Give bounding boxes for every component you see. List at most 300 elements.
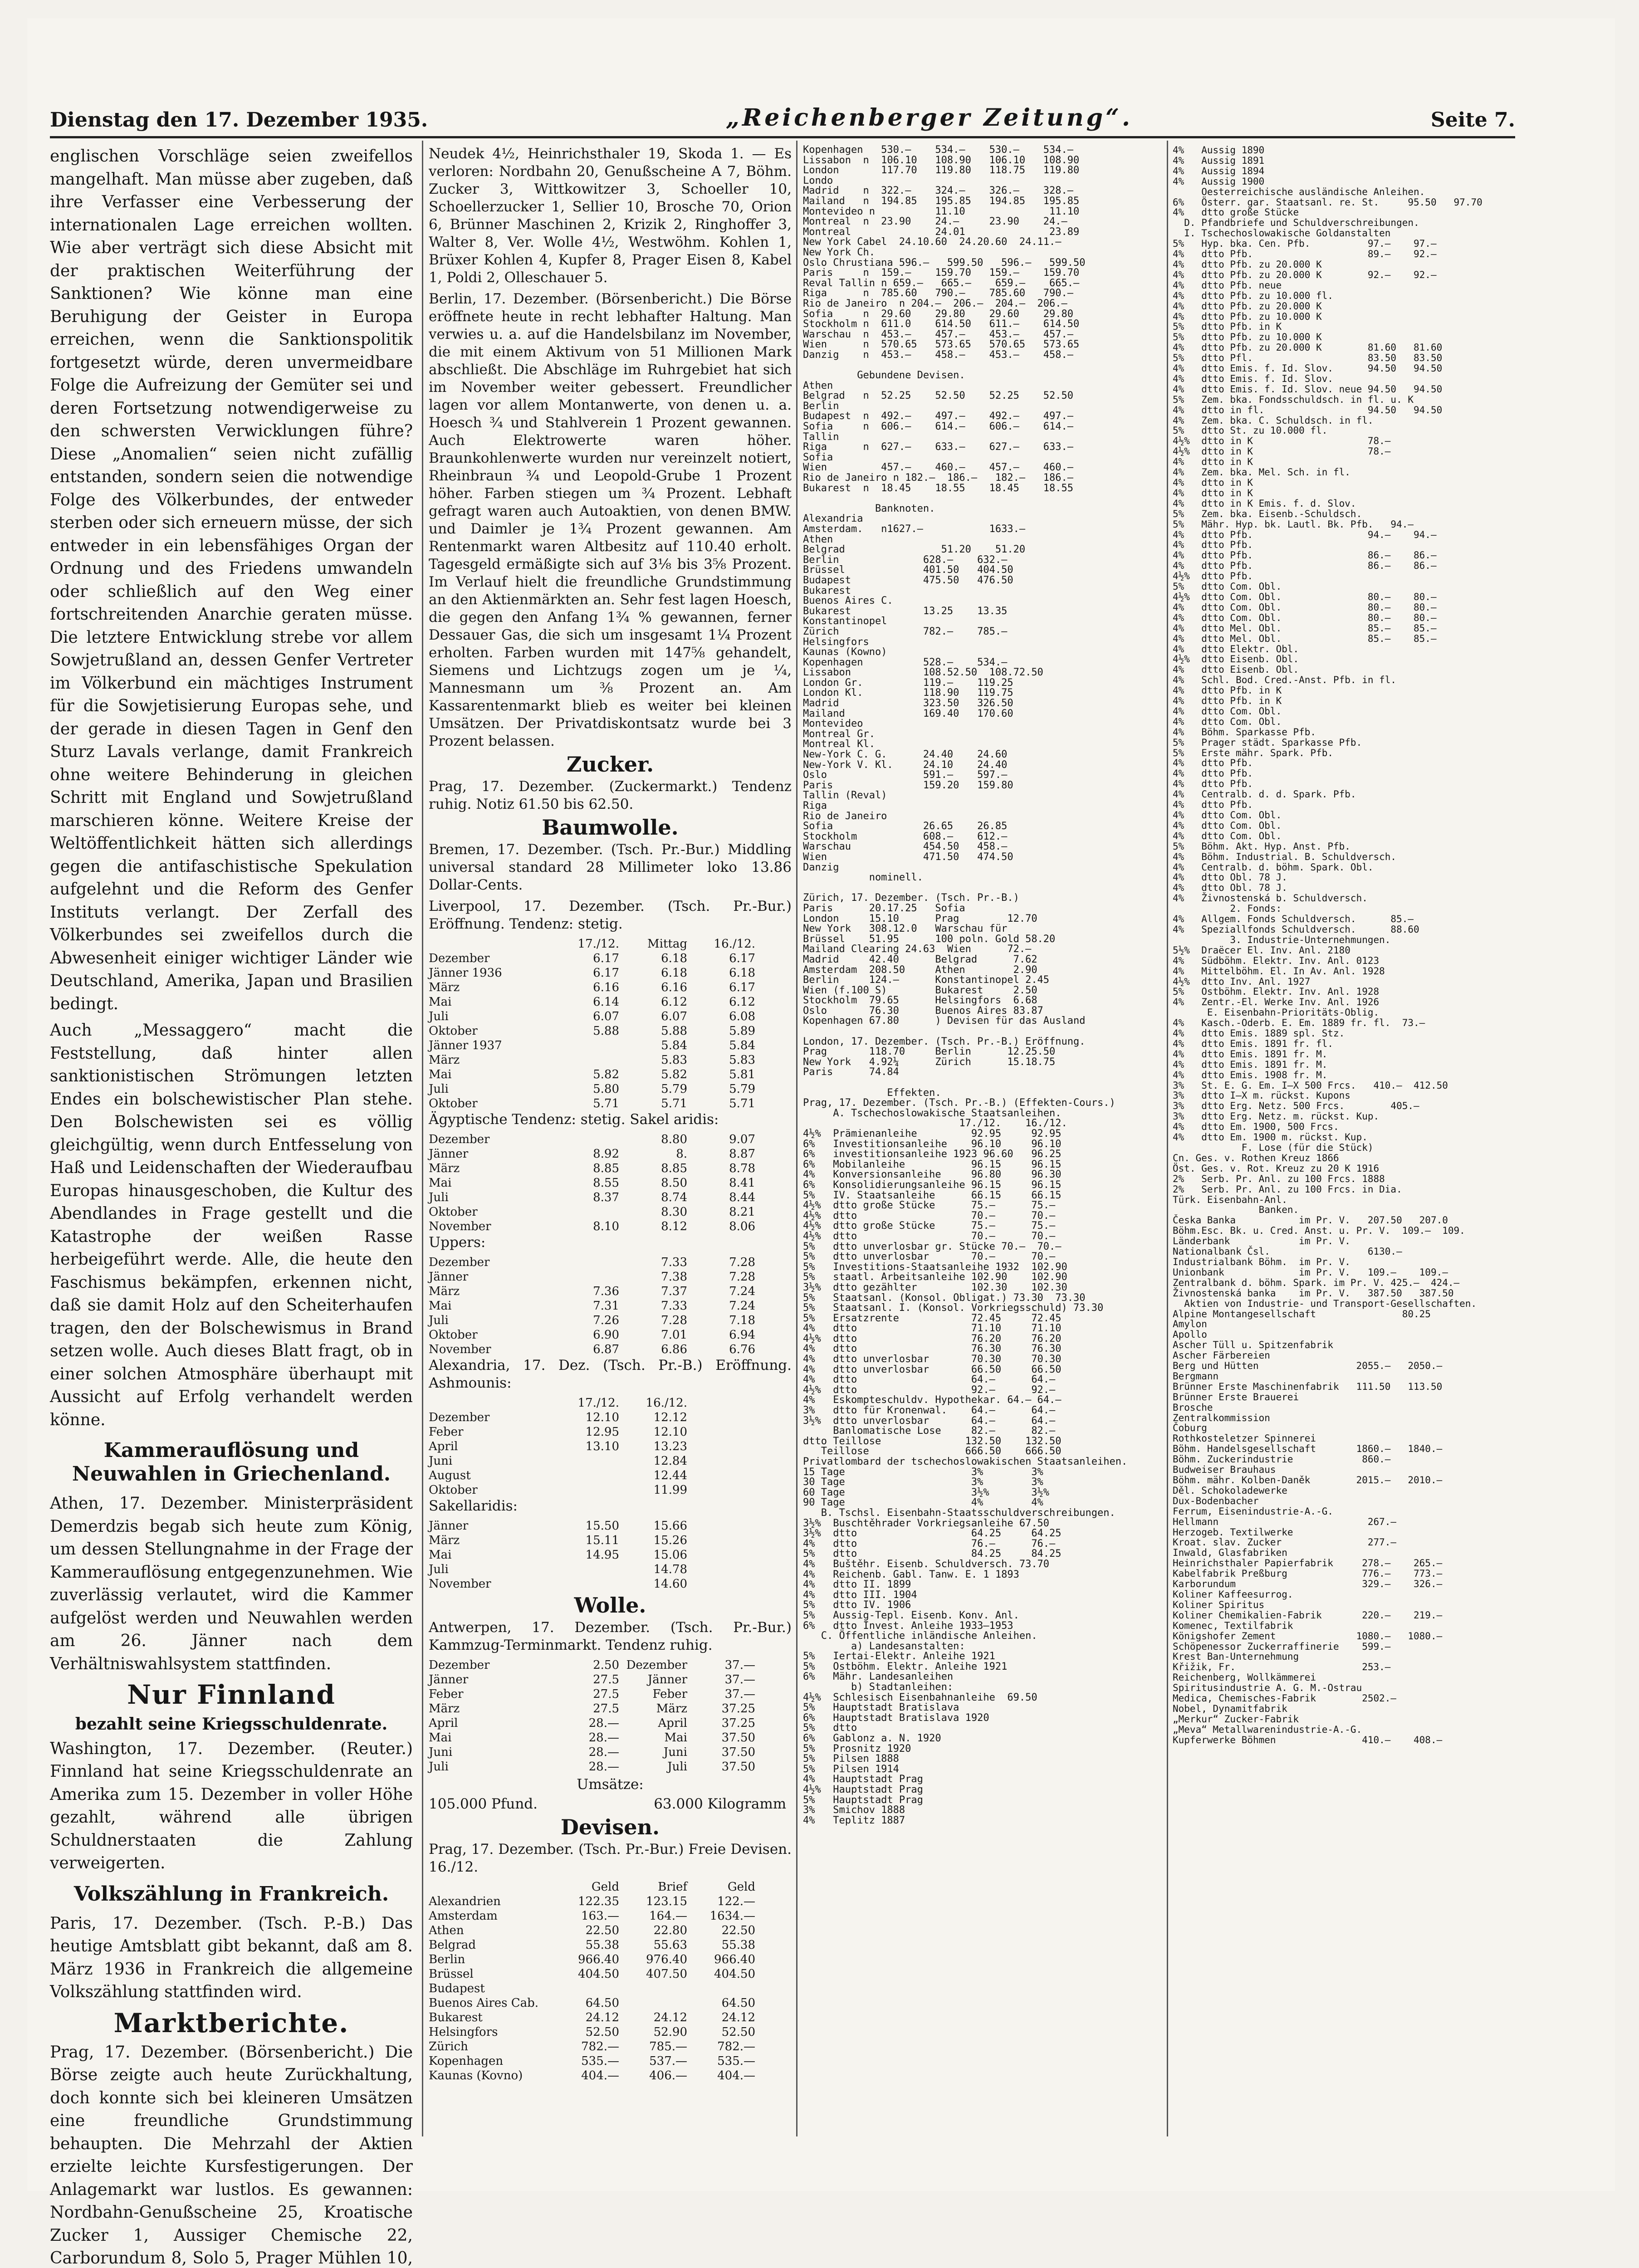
quote-line: Berlin [803, 401, 1161, 412]
quote-line: Londo [803, 176, 1161, 186]
table-cell: 6.08 [687, 1009, 755, 1024]
table-cell: 24.12 [619, 2010, 687, 2025]
table-cell: 404.— [687, 2068, 755, 2083]
quote-line: 5% Pilsen 1888 [803, 1754, 1161, 1765]
quote-line: Montevideo [803, 719, 1161, 729]
uppers-table [429, 1255, 792, 1357]
table-cell: 64.50 [687, 1996, 755, 2010]
quote-line: 4½% dtto 92.— 92.— [803, 1385, 1161, 1396]
quote-line: Bukarest 13.25 13.35 [803, 606, 1161, 617]
quote-line: 4% dtto Com. Obl. [1173, 821, 1526, 831]
quote-line: 5% Böhm. Akt. Hyp. Anst. Pfb. [1173, 841, 1526, 852]
quote-line: 5% Ersatzrente 72.45 72.45 [803, 1314, 1161, 1324]
table-cell: 7.24 [687, 1284, 755, 1299]
table-cell: 7.01 [619, 1328, 687, 1342]
table-cell: Jänner [619, 1672, 687, 1687]
table-cell: 13.10 [551, 1439, 619, 1454]
table-cell: Dezember [429, 1132, 551, 1147]
table-cell [429, 1880, 551, 1894]
table-cell: 28.— [551, 1730, 619, 1745]
quote-line: 2% Serb. Pr. Anl. zu 100 Frcs. in Dia. [1173, 1184, 1526, 1195]
table-cell: 8.80 [619, 1132, 687, 1147]
quote-line: Kroat. slav. Zucker 277.— [1173, 1537, 1526, 1548]
quote-line: New York 4.92¼ Zürich 15.18.75 [803, 1057, 1161, 1068]
table-cell: 782.— [687, 2039, 755, 2054]
table-cell: 122.35 [551, 1894, 619, 1909]
table-row [429, 1981, 792, 1996]
quote-line: 5% dtto Pfb. in K [1173, 322, 1526, 332]
table-row [429, 966, 792, 980]
quote-line: Banken. [1173, 1205, 1526, 1215]
quote-line: Montreal 24.01 23.89 [803, 227, 1161, 238]
quote-line [803, 1078, 1161, 1088]
quote-line: 3% dtto Erg. Netz. m. rückst. Kup. [1173, 1111, 1526, 1122]
quote-line: New York Ch. [803, 248, 1161, 258]
column-divider-3 [1167, 141, 1168, 2136]
quote-line: 5% IV. Staatsanleihe 66.15 66.15 [803, 1191, 1161, 1201]
quote-line: Länderbank im Pr. V. [1173, 1236, 1526, 1246]
quote-line: 6% Österr. gar. Staatsanl. re. St. 95.50 97.70 [1173, 197, 1526, 208]
quote-line: 5% dtto 84.25 84.25 [803, 1549, 1161, 1559]
table-row [429, 1760, 792, 1774]
table-cell: 6.18 [619, 966, 687, 980]
table-cell: Mittag [619, 937, 687, 951]
table-cell: Jänner 1936 [429, 966, 551, 980]
quote-line: 4% Aussig 1894 [1173, 166, 1526, 176]
quote-line: 6% Hauptstadt Bratislava 1920 [803, 1713, 1161, 1724]
quote-line: 60 Tage 3½% 3½% [803, 1488, 1161, 1498]
table-cell: 7.33 [619, 1299, 687, 1313]
table-cell: Mai [429, 1299, 551, 1313]
table-cell [551, 1053, 619, 1067]
headline-cotton: Baumwolle. [429, 819, 792, 836]
antwerp-intro: Antwerpen, 17. Dezember. (Tsch. Pr.-Bur.) Kammzug-Terminmarkt. Tendenz ruhig. [429, 1619, 792, 1654]
quote-line: Amsterdam. n1627.— 1633.— [803, 524, 1161, 535]
quote-line: 17./12. 16./12. [803, 1119, 1161, 1129]
header-page-number: Seite 7. [1431, 108, 1515, 132]
table-cell: 8.74 [619, 1190, 687, 1205]
table-cell: 55.38 [687, 1938, 755, 1952]
quote-line: 4% dtto in K Emis. f. d. Slov. [1173, 499, 1526, 509]
table-row [429, 1425, 792, 1439]
table-cell: 8.85 [551, 1161, 619, 1176]
quote-line: Öst. Ges. v. Rot. Kreuz zu 20 K 1916 [1173, 1163, 1526, 1174]
table-cell: 7.28 [619, 1313, 687, 1328]
quote-line: Heinrichsthaler Papierfabrik 278.— 265.— [1173, 1558, 1526, 1569]
quote-line: Amsterdam 208.50 Athen 2.90 [803, 965, 1161, 976]
quote-line: B. Tschsl. Eisenbahn-Staatsschuldverschreibungen. [803, 1508, 1161, 1519]
quote-line: 4% dtto in K [1173, 457, 1526, 467]
table-cell: 5.71 [687, 1096, 755, 1111]
quote-line: Reval Tallin n 659.— 665.— 659.— 665.— [803, 279, 1161, 289]
table-cell: Juli [619, 1760, 687, 1774]
egypt-intro: Ägyptische Tendenz: stetig. Sakel aridis: [429, 1111, 792, 1129]
table-cell: Buenos Aires Cab. [429, 1996, 551, 2010]
quote-line: 4½% dtto große Stücke 75.— 75.— [803, 1221, 1161, 1232]
quote-line: nominell. [803, 873, 1161, 883]
table-cell: 406.— [619, 2068, 687, 2083]
quote-line: 4½% dtto in K 78.— [1173, 436, 1526, 446]
quote-line: 6% dtto Invest. Anleihe 1933—1953 [803, 1621, 1161, 1632]
table-cell: Juli [429, 1313, 551, 1328]
table-row [429, 2025, 792, 2039]
quote-line: 4% Konversionsanleihe 96.80 96.30 [803, 1170, 1161, 1180]
table-cell: Mai [429, 1730, 551, 1745]
table-cell: März [619, 1701, 687, 1716]
quote-line: Privatlombard der tschechoslowakischen Staatsanleihen. [803, 1457, 1161, 1467]
table-cell: Jänner [429, 1270, 551, 1284]
table-cell: 55.38 [551, 1938, 619, 1952]
table-cell: 6.18 [687, 966, 755, 980]
table-cell: 6.76 [687, 1342, 755, 1357]
quote-line: Rio de Janeiro n 182.— 186.— 182.— 186.— [803, 473, 1161, 484]
quote-line: 4% Schl. Bod. Cred.-Anst. Pfb. in fl. [1173, 675, 1526, 685]
table-cell: 52.50 [687, 2025, 755, 2039]
table-cell: 8.10 [551, 1219, 619, 1234]
quote-line: 4½% dtto 76.20 76.20 [803, 1334, 1161, 1344]
table-row [429, 1009, 792, 1024]
table-cell: 28.— [551, 1760, 619, 1774]
article-continuation: englischen Vorschläge seien zweifellos mangelhaft. Man müsse aber zugeben, daß ihre Verfasser eine Verbesserung der internationalen Lage erreichen wollten. Wie aber verträgt sich diese Absicht mit der praktischen Weiterführung der Sanktionen? Wie könne man eine Beruhigung der Geister in Europa erreichen, wenn die Sanktionspolitik fortgesetzt würde, deren unvermeidbare Folge die Aufreizung der Gemüter sei und deren Fortsetzung notwendigerweise zu den schwersten Verwicklungen führe? Diese „Anomalien“ seien nicht zufällig entstanden, sondern seien die notwendige Folge des Völkerbundes, der entweder sterben oder sich erneuern müsse, der sich entweder in ein lebensfähiges Organ der Ordnung und des Friedens umwandeln oder schließlich auf den Weg einer fortschreitenden Anarchie geraten müsse. Die letztere Entwicklung strebe vor allem Sowjetrußland an, dessen Genfer Vertreter im Völkerbund ein mächtiges Instrument für die Sowjetisierung Europas sehe, und der gerade in diesen Tagen in Genf den Sturz Lavals verlange, damit Frankreich ohne weitere Behinderung in gleichen Schritt mit England und Sowjetrußland marschieren könne. Weitere Kreise der Weltöffentlichkeit hätten sich allerdings gegen die antifaschistische Spekulation aufgelehnt und die Reform des Genfer Instituts verlangt. Der Zerfall des Völkerbundes sei zweifellos durch die Abwesenheit einiger wichtiger Länder wie Deutschland, Amerika, Japan und Brasilien bedingt. [50, 145, 413, 1016]
table-cell: April [429, 1716, 551, 1730]
table-row [429, 1147, 792, 1161]
table-cell: 7.24 [687, 1299, 755, 1313]
table-row [429, 1024, 792, 1038]
quote-line: 5% Prosnitz 1920 [803, 1744, 1161, 1755]
quote-line: 3% Smichov 1888 [803, 1805, 1161, 1816]
table-row [429, 1270, 792, 1284]
table-row [429, 1439, 792, 1454]
article-greece: Athen, 17. Dezember. Ministerpräsident Demerdzis begab sich heute zum König, um dessen Stellungnahme in der Frage der Kammerauflösung entgegenzunehmen. Wie zuverlässig verlautet, wird die Kammer aufgelöst werden und Neuwahlen werden am 26. Jänner nach dem Verhältniswahlsystem stattfinden. [50, 1492, 413, 1676]
table-cell: November [429, 1577, 551, 1591]
table-cell: März [429, 980, 551, 995]
headline-france: Volkszählung in Frankreich. [50, 1882, 413, 1906]
quote-line: 5% Prager städt. Sparkasse Pfb. [1173, 738, 1526, 748]
quote-line: London 15.10 Prag 12.70 [803, 914, 1161, 924]
quote-line: 5% dtto Com. Obl. [1173, 582, 1526, 592]
headline-wool: Wolle. [429, 1597, 792, 1614]
table-cell: März [429, 1701, 551, 1716]
table-cell: 123.15 [619, 1894, 687, 1909]
quote-line: 6% Konsolidierungsanleihe 96.15 96.15 [803, 1180, 1161, 1191]
quote-line: 4% dtto Pfb. 86.— 86.— [1173, 561, 1526, 571]
quote-line: Budapest n 492.— 497.— 492.— 497.— [803, 411, 1161, 422]
table-row [429, 1701, 792, 1716]
table-cell: 6.17 [551, 951, 619, 966]
quote-line: 6% Mobilanleihe 96.15 96.15 [803, 1160, 1161, 1170]
quote-line: 4½% Schlesisch Eisenbahnanleihe 69.50 [803, 1693, 1161, 1703]
table-cell: 14.60 [619, 1577, 687, 1591]
table-cell: 15.06 [619, 1548, 687, 1562]
table-cell: Oktober [429, 1483, 551, 1497]
quote-line: 3% St. E. G. Em. I—X 500 Frcs. 410.— 412.50 [1173, 1080, 1526, 1091]
quote-line: Paris 74.84 [803, 1067, 1161, 1078]
quote-line: Bukarest n 18.45 18.55 18.45 18.55 [803, 484, 1161, 494]
quote-line: Bukarest [803, 586, 1161, 596]
table-cell: Mai [429, 1176, 551, 1190]
quote-line: Oslo Chrustiana 596.— 599.50 596.— 599.50 [803, 258, 1161, 269]
table-cell: 6.87 [551, 1342, 619, 1357]
column-4 [1173, 145, 1526, 2146]
quote-line: Effekten. [803, 1088, 1161, 1099]
liverpool-table [429, 937, 792, 1111]
quote-line: Helsingfors [803, 637, 1161, 648]
table-cell: Amsterdam [429, 1909, 551, 1923]
quote-line: Buenos Aires C. [803, 596, 1161, 606]
quote-line: Teillose 666.50 666.50 [803, 1447, 1161, 1457]
quote-line: 4½% Hauptstadt Prag [803, 1785, 1161, 1795]
quote-line: London Kl. 118.90 119.75 [803, 688, 1161, 699]
table-cell: Mai [619, 1730, 687, 1745]
quote-line: Zürich, 17. Dezember. (Tsch. Pr.-B.) [803, 893, 1161, 904]
quote-line: Paris 20.17.25 Sofia [803, 904, 1161, 914]
table-cell: November [429, 1342, 551, 1357]
quote-line: 5% Aussig-Tepl. Eisenb. Konv. Anl. [803, 1611, 1161, 1621]
quote-line: 4% dtto Pfb. [1173, 800, 1526, 810]
table-cell: 37.50 [687, 1745, 755, 1760]
table-cell: 24.12 [551, 2010, 619, 2025]
quote-line: 3½% dtto unverlosbar 64.— 64.— [803, 1416, 1161, 1427]
table-cell: 6.07 [551, 1009, 619, 1024]
quote-line: Budapest 475.50 476.50 [803, 576, 1161, 586]
table-cell: Juni [429, 1745, 551, 1760]
wool-table [429, 1658, 792, 1774]
table-cell: Mai [429, 1067, 551, 1082]
turnover-values: 105.000 Pfund. 63.000 Kilogramm [429, 1795, 792, 1813]
table-cell: November [429, 1219, 551, 1234]
quote-line: Montreal Kl. [803, 739, 1161, 750]
quote-line: 4% Zentr.-El. Werke Inv. Anl. 1926 [1173, 997, 1526, 1007]
table-cell: 404.50 [551, 1967, 619, 1981]
quote-line: 4½% dtto Eisenb. Obl. [1173, 654, 1526, 665]
table-cell: 12.12 [619, 1410, 687, 1425]
uppers-label: Uppers: [429, 1234, 792, 1251]
table-row [429, 1938, 792, 1952]
quote-line: 5% Hyp. bka. Cen. Pfb. 97.— 97.— [1173, 239, 1526, 249]
quote-line: 5½% Draëcer El. Inv. Anl. 2180 [1173, 945, 1526, 956]
quote-line: Wien 457.— 460.— 457.— 460.— [803, 463, 1161, 473]
quote-line: 6% Mähr. Landesanleihen [803, 1672, 1161, 1682]
table-cell: 27.5 [551, 1701, 619, 1716]
table-cell: 6.17 [687, 951, 755, 966]
quote-line: a) Landesanstalten: [803, 1642, 1161, 1652]
table-cell: 5.89 [687, 1024, 755, 1038]
table-cell: 5.80 [551, 1082, 619, 1096]
quote-line: Türk. Eisenbahn-Anl. [1173, 1195, 1526, 1205]
table-cell: 15.66 [619, 1519, 687, 1533]
quote-line: Unionbank im Pr. V. 109.— 109.— [1173, 1267, 1526, 1278]
quote-line: 4% dtto Pfb. zu 10.000 K [1173, 312, 1526, 322]
table-row [429, 1658, 792, 1672]
quote-line: 4% dtto 76.30 76.30 [803, 1344, 1161, 1354]
table-cell: 5.82 [619, 1067, 687, 1082]
quote-line: 5% dtto Pfb. zu 10.000 K [1173, 332, 1526, 342]
table-cell: Feber [619, 1687, 687, 1701]
quote-line: „Meva“ Metallwarenindustrie-A.-G. [1173, 1725, 1526, 1735]
quote-line: Oslo 591.— 597.— [803, 770, 1161, 781]
table-cell: 8.85 [619, 1161, 687, 1176]
quote-line: 4% dtto unverlosbar 66.50 66.50 [803, 1365, 1161, 1375]
bremen-report: Bremen, 17. Dezember. (Tsch. Pr.-Bur.) Middling universal standard 28 Millimeter loko 13.86 Dollar-Cents. [429, 841, 792, 894]
quote-line: 4% dtto Obl. 78 J. [1173, 883, 1526, 893]
quote-line: 4% dtto Emis. 1891 fr. M. [1173, 1049, 1526, 1060]
quote-line: 4% Zem. bka. C. Schuldsch. in fl. [1173, 415, 1526, 426]
table-cell [551, 1468, 619, 1483]
table-cell: März [429, 1533, 551, 1548]
table-cell: 8.55 [551, 1176, 619, 1190]
quote-line: 4% dtto Pfb. [1173, 758, 1526, 768]
table-cell: Juni [429, 1454, 551, 1468]
table-cell: 2.50 [551, 1658, 619, 1672]
quote-line: 4% dtto Pfb. 86.— 86.— [1173, 550, 1526, 561]
table-cell: Feber [429, 1687, 551, 1701]
table-cell: 966.40 [551, 1952, 619, 1967]
table-cell: 6.12 [687, 995, 755, 1009]
quote-line: Sofia 26.65 26.85 [803, 821, 1161, 832]
quote-line: Aktien von Industrie- und Transport-Gesellschaften. [1173, 1299, 1526, 1309]
table-row [429, 1483, 792, 1497]
table-cell: 15.11 [551, 1533, 619, 1548]
quote-line: Athen [803, 381, 1161, 391]
quote-line: 4% dtto Com. Obl. [1173, 810, 1526, 821]
table-row [429, 1190, 792, 1205]
quote-line: 5% Zem. bka. Eisenb.-Schuldsch. [1173, 509, 1526, 519]
quote-line: 4% dtto II. 1899 [803, 1580, 1161, 1590]
column-divider-1 [422, 141, 423, 2136]
quote-line: 5% dtto unverlosbar 70.— 70.— [803, 1252, 1161, 1262]
liverpool-intro: Liverpool, 17. Dezember. (Tsch. Pr.-Bur.) Eröffnung. Tendenz: stetig. [429, 898, 792, 933]
table-cell: 6.18 [619, 951, 687, 966]
quote-line: Wien n 570.65 573.65 570.65 573.65 [803, 340, 1161, 350]
table-cell: 37.— [687, 1687, 755, 1701]
quote-line: 4½% Prämienanleihe 92.95 92.95 [803, 1129, 1161, 1139]
quote-line: 5% Hauptstadt Bratislava [803, 1703, 1161, 1713]
quote-line: Paris n 159.— 159.70 159.— 159.70 [803, 268, 1161, 279]
table-cell: April [429, 1439, 551, 1454]
table-cell: 16./12. [687, 937, 755, 951]
table-cell: Oktober [429, 1328, 551, 1342]
table-cell: 6.86 [619, 1342, 687, 1357]
table-cell: 14.78 [619, 1562, 687, 1577]
quote-line: 4½% dtto Pfb. [1173, 571, 1526, 582]
quote-line: 4½% dtto große Stücke 75.— 75.— [803, 1201, 1161, 1211]
quote-line: Kupferwerke Böhmen 410.— 408.— [1173, 1735, 1526, 1745]
table-row [429, 1687, 792, 1701]
quote-line: 5% dtto Pfl. 83.50 83.50 [1173, 353, 1526, 363]
quote-line: 5% Staatsanl. (Konsol. Obligat.) 73.30 73.30 [803, 1293, 1161, 1304]
table-cell: März [429, 1053, 551, 1067]
quote-line: 3% dtto für Kronenwal. 64.— 64.— [803, 1406, 1161, 1416]
quote-line: London, 17. Dezember. (Tsch. Pr.-B.) Eröffnung. [803, 1037, 1161, 1047]
table-row [429, 1313, 792, 1328]
table-cell: Juli [429, 1190, 551, 1205]
quote-line: 4% Böhm. Sparkasse Pfb. [1173, 727, 1526, 738]
page-header [50, 91, 1515, 132]
quote-line: Alpine Montangesellschaft 80.25 [1173, 1309, 1526, 1320]
table-row [429, 1053, 792, 1067]
table-row [429, 1562, 792, 1577]
table-cell: Oktober [429, 1205, 551, 1219]
quote-line: Brosche [1173, 1403, 1526, 1413]
quote-line: I. Tschechoslowakische Goldanstalten [1173, 228, 1526, 239]
quote-line: Prag 118.70 Berlin 12.25.50 [803, 1047, 1161, 1057]
headline-greece: Kammerauflösung und Neuwahlen in Griechenland. [50, 1439, 413, 1486]
table-cell: 8. [619, 1147, 687, 1161]
column-2 [429, 145, 792, 2146]
table-row [429, 1923, 792, 1938]
quote-line: 5% dtto [803, 1723, 1161, 1734]
table-cell: 22.50 [687, 1923, 755, 1938]
quote-line: 4% dtto Pfb. [1173, 779, 1526, 789]
table-cell: Athen [429, 1923, 551, 1938]
table-cell: Oktober [429, 1096, 551, 1111]
quote-line: C. Öffentliche inländische Anleihen. [803, 1631, 1161, 1642]
table-cell: 404.— [551, 2068, 619, 2083]
quote-line: 4% dtto Emis. 1891 fr. fl. [1173, 1039, 1526, 1049]
table-cell: 5.82 [551, 1067, 619, 1082]
quote-line: 30 Tage 3% 3% [803, 1477, 1161, 1488]
quote-line: Böhm. Zuckerindustrie 860.— [1173, 1454, 1526, 1465]
table-cell: 5.84 [619, 1038, 687, 1053]
table-cell: 7.26 [551, 1313, 619, 1328]
quote-line: 3% dtto I—X m. rückst. Kupons [1173, 1090, 1526, 1101]
quote-line: 4% dtto Com. Obl. [1173, 831, 1526, 841]
table-cell: 6.94 [687, 1328, 755, 1342]
table-cell: Juli [429, 1562, 551, 1577]
table-row [429, 1342, 792, 1357]
column-divider-2 [796, 141, 797, 2136]
table-cell: Zürich [429, 2039, 551, 2054]
table-cell: 5.83 [619, 1053, 687, 1067]
quote-line: 4% dtto in K [1173, 488, 1526, 499]
table-cell: 5.79 [687, 1082, 755, 1096]
table-row [429, 1299, 792, 1313]
table-cell [551, 1562, 619, 1577]
quote-line: New York Cabel 24.10.60 24.20.60 24.11.— [803, 237, 1161, 248]
quote-line: Rio de Janeiro n 204.— 206.— 204.— 206.— [803, 299, 1161, 309]
table-row [429, 1716, 792, 1730]
quote-line: Böhm. mähr. Kolben-Daněk 2015.— 2010.— [1173, 1475, 1526, 1486]
table-cell: 782.— [551, 2039, 619, 2054]
quote-line: 4% dtto Pfb. [1173, 768, 1526, 779]
table-cell: 16./12. [619, 1396, 687, 1410]
quote-line: Paris 159.20 159.80 [803, 781, 1161, 791]
table-cell: 8.12 [619, 1219, 687, 1234]
quote-line: 4% dtto Emis. 1889 spl. Stz. [1173, 1028, 1526, 1039]
quote-line: Stockholm 608.— 612.— [803, 832, 1161, 842]
quote-line: Warschau 454.50 458.— [803, 842, 1161, 852]
quote-line: 4% dtto Emis. 1891 fr. M. [1173, 1060, 1526, 1070]
quote-line: 4% Kasch.-Oderb. E. Em. 1889 fr. fl. 73.— [1173, 1018, 1526, 1028]
table-cell: April [619, 1716, 687, 1730]
article-france: Paris, 17. Dezember. (Tsch. P.-B.) Das heutige Amtsblatt gibt bekannt, daß am 8. März 1936 in Frankreich die allgemeine Volkszählung stattfinden wird. [50, 1912, 413, 2004]
quote-line: Danzig [803, 863, 1161, 873]
table-header-row [429, 937, 792, 951]
quote-line: Kabelfabrik Preßburg 776.— 773.— [1173, 1569, 1526, 1579]
table-row [429, 995, 792, 1009]
table-cell [551, 1132, 619, 1147]
quote-line [803, 1026, 1161, 1037]
quote-line: 4% dtto große Stücke [1173, 207, 1526, 218]
quote-line: Karborundum 329.— 326.— [1173, 1579, 1526, 1589]
quote-line: Koliner Chemikalien-Fabrik 220.— 219.— [1173, 1610, 1526, 1621]
turnover-label: Umsätze: [429, 1776, 792, 1794]
quote-line: 4% dtto III. 1904 [803, 1590, 1161, 1601]
table-row [429, 1096, 792, 1111]
table-cell [429, 937, 551, 951]
quote-line: 4% dtto Em. 1900, 500 Frcs. [1173, 1122, 1526, 1132]
quote-line: 4½% dtto in K 78.— [1173, 446, 1526, 457]
